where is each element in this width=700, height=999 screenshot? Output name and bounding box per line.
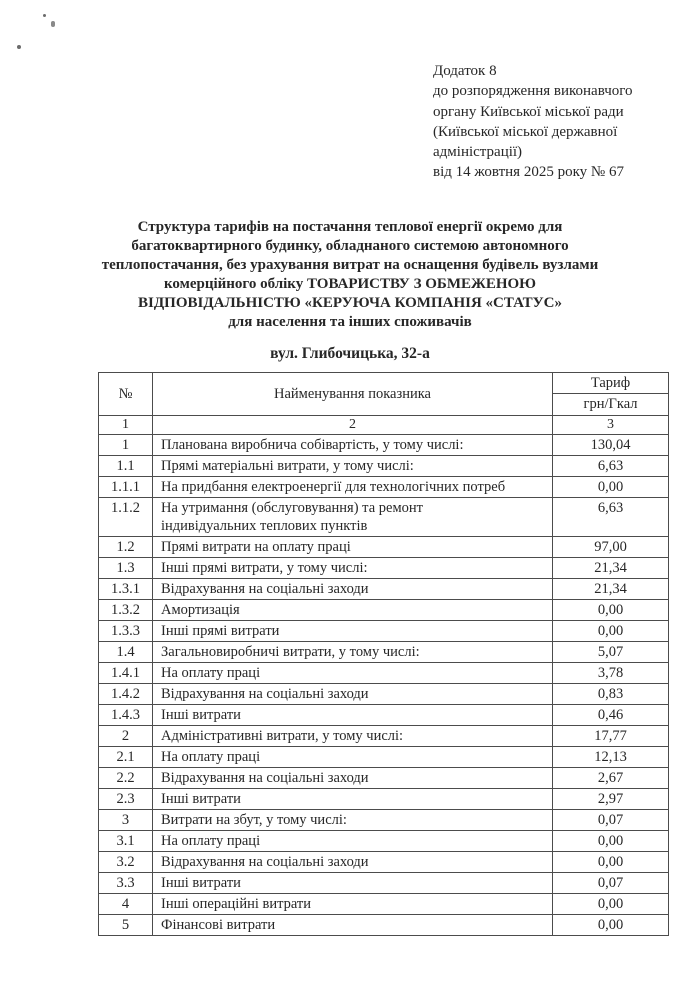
row-name-cell: Інші витрати [153, 705, 553, 726]
appendix-header [433, 61, 633, 183]
building-address: вул. Глибочицька, 32-а [270, 345, 430, 362]
row-name-cell: Інші операційні витрати [153, 894, 553, 915]
row-value-cell: 0,83 [553, 684, 669, 705]
row-name-cell: Відрахування на соціальні заходи [153, 768, 553, 789]
column-header-name: Найменування показника [153, 373, 553, 416]
row-value-cell: 0,07 [553, 873, 669, 894]
row-value-cell: 0,07 [553, 810, 669, 831]
table-row [99, 621, 669, 642]
row-number-cell: 3.1 [99, 831, 153, 852]
column-index-tariff: 3 [553, 416, 669, 435]
row-name-cell: Інші витрати [153, 789, 553, 810]
table-row [99, 456, 669, 477]
row-number-cell: 1.4.1 [99, 663, 153, 684]
document-title-line: комерційного обліку ТОВАРИСТВУ З ОБМЕЖЕНОЮ [163, 276, 537, 292]
appendix-header-line: Додаток 8 [433, 63, 497, 79]
row-name-cell: Інші витрати [153, 873, 553, 894]
document-title [70, 218, 630, 332]
row-number-cell: 1.3.3 [99, 621, 153, 642]
table-row [99, 789, 669, 810]
table-row [99, 558, 669, 579]
row-value-cell: 2,97 [553, 789, 669, 810]
appendix-header-line: органу Київської міської ради [433, 103, 624, 120]
column-index-number: 1 [99, 416, 153, 435]
document-title-line: теплопостачання, без урахування витрат на оснащення будівель вузлами [101, 257, 599, 273]
row-number-cell: 1.3.2 [99, 600, 153, 621]
row-name-cell: На оплату праці [153, 831, 553, 852]
table-row [99, 537, 669, 558]
row-name-cell: Амортизація [153, 600, 553, 621]
row-number-cell: 3 [99, 810, 153, 831]
row-value-cell: 0,00 [553, 915, 669, 936]
table-row [99, 600, 669, 621]
row-number-cell: 1.1.2 [99, 498, 153, 537]
table-row [99, 852, 669, 873]
row-value-cell: 2,67 [553, 768, 669, 789]
row-number-cell: 2 [99, 726, 153, 747]
row-value-cell: 21,34 [553, 558, 669, 579]
row-name-cell: Планована виробнича собівартість, у тому числі: [153, 435, 553, 456]
table-row [99, 705, 669, 726]
table-row [99, 768, 669, 789]
table-row [99, 435, 669, 456]
row-name-cell: Адміністративні витрати, у тому числі: [153, 726, 553, 747]
row-number-cell: 1.3 [99, 558, 153, 579]
appendix-header-line: від 14 жовтня 2025 року № 67 [433, 164, 624, 181]
column-index-row [99, 416, 669, 435]
row-number-cell: 1.1 [99, 456, 153, 477]
row-number-cell: 1.4 [99, 642, 153, 663]
row-name-cell: Відрахування на соціальні заходи [153, 852, 553, 873]
row-name-cell: Фінансові витрати [153, 915, 553, 936]
row-number-cell: 1 [99, 435, 153, 456]
row-value-cell: 130,04 [553, 435, 669, 456]
row-name-cell: Прямі матеріальні витрати, у тому числі: [153, 456, 553, 477]
row-number-cell: 2.1 [99, 747, 153, 768]
appendix-header-line: (Київської міської державної [433, 123, 618, 140]
table-row [99, 477, 669, 498]
document-title-line: багатоквартирного будинку, обладнаного системою автономного [131, 238, 569, 254]
row-name-cell: Відрахування на соціальні заходи [153, 684, 553, 705]
document-title-line: для населення та інших споживачів [228, 314, 472, 330]
table-row [99, 642, 669, 663]
row-value-cell: 3,78 [553, 663, 669, 684]
table-row [99, 726, 669, 747]
tariff-table-body [99, 435, 669, 936]
row-number-cell: 1.4.3 [99, 705, 153, 726]
table-row [99, 873, 669, 894]
column-header-number: № [99, 373, 153, 416]
row-value-cell: 5,07 [553, 642, 669, 663]
appendix-header-line: адміністрації) [433, 144, 523, 161]
row-name-cell: Інші прямі витрати, у тому числі: [153, 558, 553, 579]
row-number-cell: 4 [99, 894, 153, 915]
row-value-cell: 0,00 [553, 831, 669, 852]
row-number-cell: 1.3.1 [99, 579, 153, 600]
column-header-tariff: Тариф [553, 373, 669, 394]
column-header-tariff-unit: грн/Гкал [553, 394, 669, 416]
table-row [99, 579, 669, 600]
column-index-name: 2 [153, 416, 553, 435]
row-value-cell: 0,46 [553, 705, 669, 726]
document-title-line: ВІДПОВІДАЛЬНІСТЮ «КЕРУЮЧА КОМПАНІЯ «СТАТУС» [137, 295, 563, 311]
row-number-cell: 3.3 [99, 873, 153, 894]
row-name-cell: Інші прямі витрати [153, 621, 553, 642]
row-number-cell: 2.2 [99, 768, 153, 789]
row-value-cell: 0,00 [553, 852, 669, 873]
row-name-cell: Прямі витрати на оплату праці [153, 537, 553, 558]
scan-speck [51, 21, 55, 27]
scan-speck [43, 14, 46, 17]
tariff-table [98, 372, 669, 936]
row-number-cell: 3.2 [99, 852, 153, 873]
row-number-cell: 1.2 [99, 537, 153, 558]
row-number-cell: 1.4.2 [99, 684, 153, 705]
tariff-table-header [99, 373, 669, 435]
row-value-cell: 97,00 [553, 537, 669, 558]
table-row [99, 831, 669, 852]
row-number-cell: 1.1.1 [99, 477, 153, 498]
row-value-cell: 0,00 [553, 621, 669, 642]
row-name-cell: Відрахування на соціальні заходи [153, 579, 553, 600]
row-name-cell: На оплату праці [153, 663, 553, 684]
table-row [99, 663, 669, 684]
row-name-cell: На оплату праці [153, 747, 553, 768]
table-row [99, 747, 669, 768]
row-value-cell: 0,00 [553, 477, 669, 498]
row-value-cell: 0,00 [553, 600, 669, 621]
table-row [99, 894, 669, 915]
row-name-cell: Загальновиробничі витрати, у тому числі: [153, 642, 553, 663]
row-name-cell: На утримання (обслуговування) та ремонт індивідуальних теплових пунктів [153, 498, 553, 537]
table-row [99, 810, 669, 831]
row-name-cell: Витрати на збут, у тому числі: [153, 810, 553, 831]
row-value-cell: 6,63 [553, 498, 669, 537]
row-value-cell: 6,63 [553, 456, 669, 477]
row-value-cell: 17,77 [553, 726, 669, 747]
appendix-header-line: до розпорядження виконавчого [433, 83, 633, 100]
row-number-cell: 2.3 [99, 789, 153, 810]
row-number-cell: 5 [99, 915, 153, 936]
table-row [99, 498, 669, 537]
row-value-cell: 0,00 [553, 894, 669, 915]
scan-speck [17, 45, 21, 49]
table-row [99, 915, 669, 936]
row-value-cell: 12,13 [553, 747, 669, 768]
document-title-line: Структура тарифів на постачання теплової енергії окремо для [137, 219, 563, 235]
table-row [99, 684, 669, 705]
row-value-cell: 21,34 [553, 579, 669, 600]
row-name-cell: На придбання електроенергії для технологічних потреб [153, 477, 553, 498]
